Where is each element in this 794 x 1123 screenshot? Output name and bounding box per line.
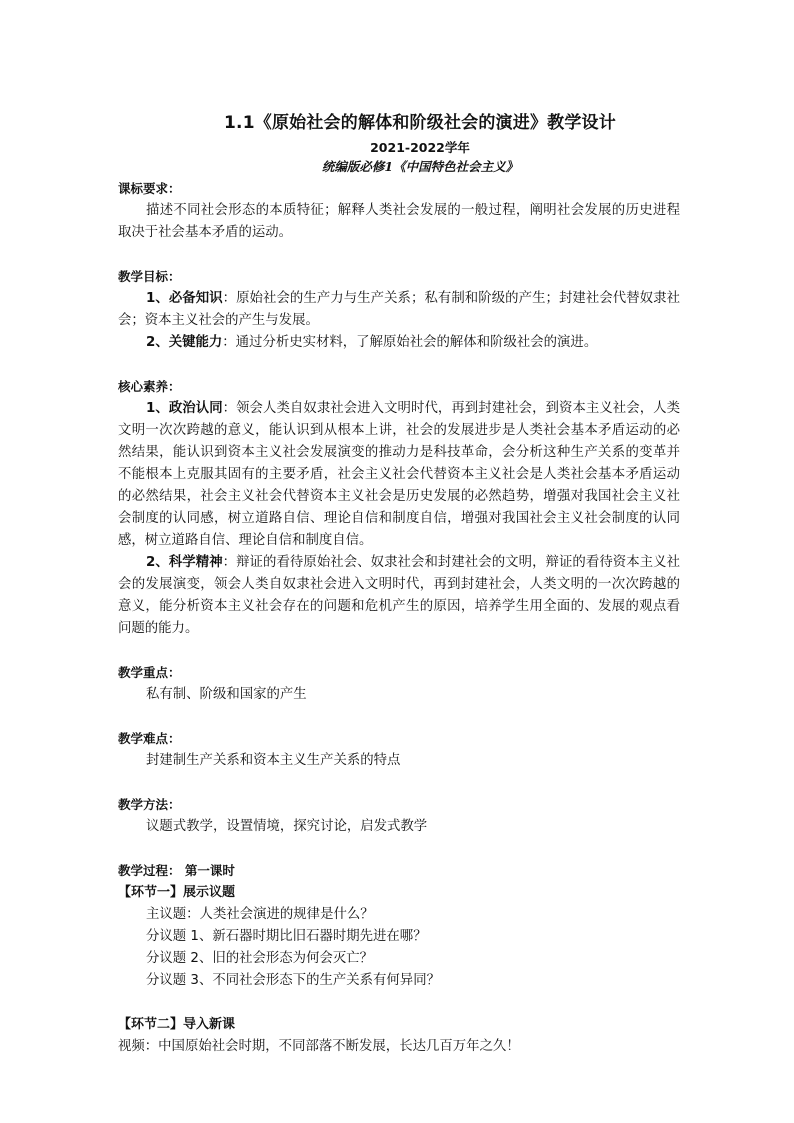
step1-topic: 分议题 3、不同社会形态下的生产关系有何异同？ [146,973,440,988]
literacy-item [118,398,680,552]
curriculum-text: 描述不同社会形态的本质特征；解释人类社会发展的一般过程，阐明社会发展的历史进程取决于社会基本矛盾的运动。 [118,203,680,240]
document-body [118,178,680,1058]
step1-topic: 分议题 1、新石器时期比旧石器时期先进在哪？ [146,929,427,944]
key-points-heading: 教学重点： [118,665,181,680]
document-title: 1.1《原始社会的解体和阶级社会的演进》教学设计 [224,113,616,133]
key-points-text: 私有制、阶级和国家的产生 [146,687,307,702]
literacy-heading: 核心素养： [118,379,181,394]
literacy-lead: 2、科学精神 [146,555,223,570]
objective-item [118,332,680,354]
difficulties-text: 封建制生产关系和资本主义生产关系的特点 [146,753,401,768]
objective-lead: 2、关键能力 [146,335,223,350]
process-heading: 教学过程： 第一课时 [118,863,235,878]
methods-heading: 教学方法： [118,797,181,812]
step1-title: 【环节一】展示议题 [118,885,236,900]
literacy-item [118,552,680,640]
curriculum-heading: 课标要求： [118,181,181,196]
objective-lead: 1、必备知识 [146,291,223,306]
literacy-lead: 1、政治认同 [146,401,223,416]
textbook-name: 统编版必修1《中国特色社会主义》 [321,159,519,174]
step2-line: 视频：中国原始社会时期，不同部落不断发展，长达几百万年之久！ [118,1039,520,1054]
literacy-text: ：辩证的看待原始社会、奴隶社会和封建社会的文明，辩证的看待资本主义社会的发展演变，领会人类自奴隶社会进入文明时代，再到封建社会，人类文明的一次次跨越的意义，能分析资本主义社会存在的问题和危机产生的原因，培养学生用全面的、发展的观点看问题的能力。 [118,555,680,636]
step2-title: 【环节二】导入新课 [118,1017,236,1032]
step1-topic: 分议题 2、旧的社会形态为何会灭亡？ [146,951,374,966]
literacy-text: ：领会人类自奴隶社会进入文明时代，再到封建社会，到资本主义社会，人类文明一次次跨越的意义，能认识到从根本上讲，社会的发展进步是人类社会基本矛盾运动的必然结果，能认识到资本主义社会发展演变的推动力是科技革命，会分析这种生产关系的变革并不能根本上克服其固有的主要矛盾，社会主义社会代替资本主义社会是人类社会基本矛盾运动的必然结果，社会主义社会代替资本主义社会是历史发展的必然趋势，增强对我国社会主义社会制度的认同感，树立道路自信、理论自信和制度自信，增强对我国社会主义社会制度的认同感，树立道路自信、理论自信和制度自信。 [118,401,680,548]
difficulties-heading: 教学难点： [118,731,181,746]
objective-text: ：原始社会的生产力与生产关系；私有制和阶级的产生；封建社会代替奴隶社会；资本主义社会的产生与发展。 [118,291,680,328]
objective-item [118,288,680,332]
school-year: 2021-2022学年 [370,140,470,155]
objectives-heading: 教学目标： [118,269,181,284]
methods-text: 议题式教学，设置情境，探究讨论，启发式教学 [146,819,428,834]
objective-text: ：通过分析史实材料，了解原始社会的解体和阶级社会的演进。 [222,335,598,350]
step1-topic: 主议题：人类社会演进的规律是什么？ [146,907,374,922]
